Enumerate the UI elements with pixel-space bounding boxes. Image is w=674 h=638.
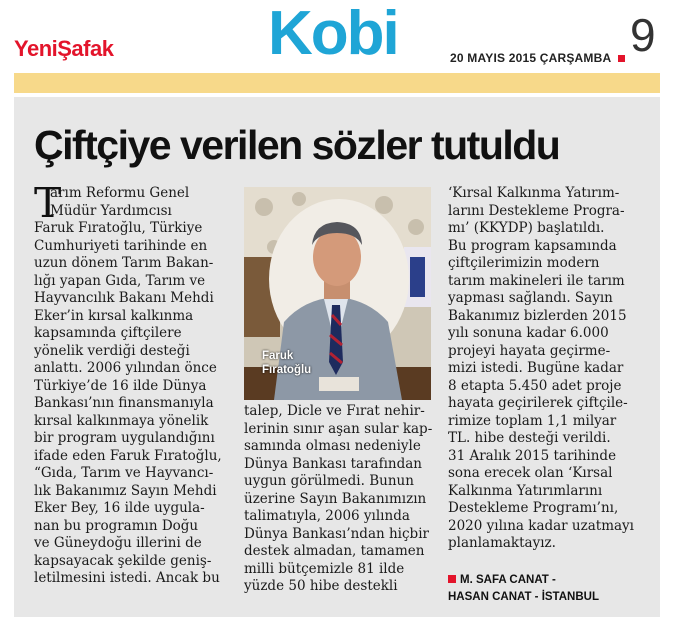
byline-line-1: M. SAFA CANAT -: [460, 574, 556, 586]
text-line: Türkiye’de 16 ilde Dünya: [34, 377, 207, 394]
text-line: lerinin sınır aşan sular kap-: [244, 420, 433, 437]
text-line: uygun görülmedi. Bunun: [244, 473, 414, 489]
text-line: 31 Aralık 2015 tarihinde: [448, 447, 617, 464]
text-line: talep, Dicle ve Fırat nehir-: [244, 403, 425, 419]
text-line: yönelik verdiği desteği: [34, 342, 190, 359]
text-line: arım Reformu Genel: [50, 185, 190, 201]
red-square-icon: [448, 575, 456, 583]
text-line: mizi istedi. Bugüne kadar: [448, 360, 624, 376]
photo-caption-line-1: Faruk: [262, 350, 294, 362]
text-line: letilmesini istedi. Ancak bu: [34, 570, 220, 586]
text-line: larını Destekleme Progra-: [448, 202, 625, 219]
text-line: sona erecek olan ‘Kırsal: [448, 465, 613, 481]
photo-caption-line-2: Fıratoğlu: [262, 364, 312, 376]
text-line: yüzde 50 hibe destekli: [244, 578, 398, 594]
text-line: Destekleme Programı’nı,: [448, 500, 619, 516]
text-line: planlamaktayız.: [448, 535, 556, 551]
text-line: hayata geçirilerek çiftçile-: [448, 395, 628, 411]
article-headline: Çiftçiye verilen sözler tutuldu: [34, 122, 560, 168]
text-line: bir program uygulandığını: [34, 430, 215, 446]
text-line: tarım makineleri ile tarım: [448, 272, 625, 289]
text-line: Faruk Fıratoğlu, Türkiye: [34, 220, 203, 236]
text-line: milli bütçemizle 81 ilde: [244, 560, 405, 577]
text-line: ifade eden Faruk Fıratoğlu,: [34, 447, 222, 464]
issue-date: 20 MAYIS 2015 ÇARŞAMBA: [450, 51, 612, 65]
text-line: Hayvancılık Bakanı Mehdi: [34, 290, 214, 306]
text-line: kapsayacak şekilde geniş-: [34, 552, 212, 569]
text-line: yapması sağlandı. Sayın: [448, 290, 613, 306]
text-line: mı’ (KKYDP) başlatıldı.: [448, 220, 605, 236]
byline-line-2: HASAN CANAT - İSTANBUL: [448, 591, 599, 603]
article-column-3: [448, 185, 634, 553]
text-line: kapsamında çiftçilere: [34, 325, 182, 341]
text-line: çiftçilerimizin modern: [448, 255, 600, 271]
article-column-1: [34, 179, 222, 588]
text-line: talimatıyla, 2006 yılında: [244, 508, 410, 524]
byline: [448, 572, 599, 606]
text-line: Dünya Bankası tarafından: [244, 455, 422, 472]
text-line: anlattı. 2006 yılından önce: [34, 360, 217, 376]
red-square-icon: [618, 55, 625, 62]
text-line: samında olması nedeniyle: [244, 438, 421, 454]
article-column-2: [244, 403, 432, 596]
text-line: lık Bakanımız Sayın Mehdi: [34, 482, 217, 499]
yellow-divider-band: [14, 73, 660, 93]
newspaper-logo: YeniŞafak: [14, 36, 114, 61]
text-line: lığı yapan Gıda, Tarım ve: [34, 272, 206, 289]
text-line: Eker’in kırsal kalkınma: [34, 307, 194, 324]
text-line: uzun dönem Tarım Bakan-: [34, 255, 214, 271]
section-title: Kobi: [268, 0, 398, 68]
page-number: 9: [630, 9, 656, 61]
text-line: Kalkınma Yatırımlarını: [448, 482, 603, 499]
text-line: ‘Kırsal Kalkınma Yatırım-: [448, 185, 620, 201]
text-line: Bu program kapsamında: [448, 237, 617, 254]
text-line: 8 etapta 5.450 adet proje: [448, 377, 622, 394]
text-line: Bankası’nın finansmanıyla: [34, 395, 214, 411]
drop-cap: T: [34, 179, 62, 227]
text-line: yılı sonuna kadar 6.000: [448, 325, 609, 341]
text-line: rimize toplam 1,1 milyar: [448, 412, 617, 429]
photo-caption: [262, 349, 311, 377]
text-line: 2020 yılına kadar uzatmayı: [448, 517, 635, 534]
text-line: “Gıda, Tarım ve Hayvancı-: [34, 465, 214, 481]
text-line: kırsal kalkınmaya yönelik: [34, 412, 209, 429]
text-line: projeyi hayata geçirme-: [448, 342, 611, 359]
text-line: Bakanımız bizlerden 2015: [448, 307, 627, 324]
text-line: ve Güneydoğu illerini de: [34, 535, 202, 551]
text-line: Müdür Yardımcısı: [50, 202, 172, 219]
text-line: Dünya Bankası’ndan hiçbir: [244, 525, 429, 542]
text-line: üzerine Sayın Bakanımızın: [244, 490, 427, 507]
text-line: Eker Bey, 16 ilde uygula-: [34, 500, 205, 516]
text-line: Cumhuriyeti tarihinde en: [34, 237, 208, 254]
text-line: nan bu programın Doğu: [34, 517, 199, 534]
text-line: TL. hibe desteği verildi.: [448, 430, 611, 446]
masthead: [0, 0, 674, 72]
text-line: destek almadan, tamamen: [244, 543, 425, 559]
